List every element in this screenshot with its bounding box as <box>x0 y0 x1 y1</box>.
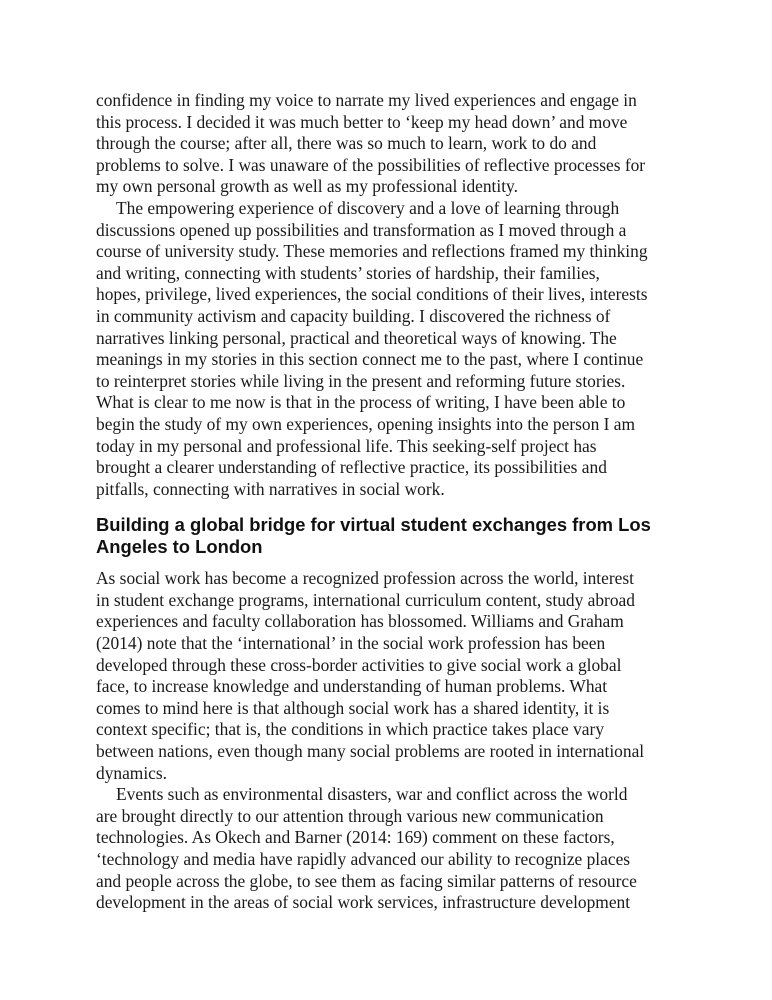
text-line: between nations, even though many social problems are rooted in international <box>96 741 645 762</box>
text-line: course of university study. These memories and reflections framed my thinking <box>96 241 648 262</box>
text-line: problems to solve. I was unaware of the possibilities of reflective processes for <box>96 154 646 175</box>
text-line: development in the areas of social work services, infrastructure development <box>96 892 631 913</box>
heading-line: Angeles to London <box>96 536 263 558</box>
text-line: confidence in finding my voice to narrate my lived experiences and engage in <box>96 90 637 110</box>
paragraph-2 <box>96 198 686 500</box>
text-line: through the course; after all, there was so much to learn, work to do and <box>96 133 597 154</box>
text-line: experiences and faculty collaboration has blossomed. Williams and Graham <box>96 611 624 632</box>
text-line: meanings in my stories in this section connect me to the past, where I continue <box>96 349 644 370</box>
text-line: are brought directly to our attention through various new communication <box>96 805 604 826</box>
text-line: technologies. As Okech and Barner (2014: 169) comment on these factors, <box>96 827 615 848</box>
document-page <box>96 90 686 914</box>
text-line: this process. I decided it was much better to ‘keep my head down’ and move <box>96 111 628 132</box>
text-line: dynamics. <box>96 762 167 783</box>
text-line: face, to increase knowledge and understanding of human problems. What <box>96 676 608 697</box>
heading-line: Building a global bridge for virtual student exchanges from Los <box>96 514 651 536</box>
text-line: developed through these cross-border activities to give social work a global <box>96 654 622 675</box>
text-line: in community activism and capacity building. I discovered the richness of <box>96 305 611 326</box>
text-line: brought a clearer understanding of reflective practice, its possibilities and <box>96 457 607 478</box>
text-line: discussions opened up possibilities and transformation as I moved through a <box>96 219 627 240</box>
section-heading <box>96 514 686 558</box>
text-line: comes to mind here is that although social work has a shared identity, it is <box>96 697 610 718</box>
paragraph-4 <box>96 784 686 914</box>
text-line: context specific; that is, the conditions in which practice takes place vary <box>96 719 605 740</box>
text-line: today in my personal and professional life. This seeking-self project has <box>96 435 597 456</box>
text-line: (2014) note that the ‘international’ in the social work profession has been <box>96 633 606 654</box>
text-line: begin the study of my own experiences, opening insights into the person I am <box>96 413 636 434</box>
paragraph-3 <box>96 568 686 784</box>
paragraph-1 <box>96 90 686 198</box>
text-line: ‘technology and media have rapidly advanced our ability to recognize places <box>96 849 631 869</box>
text-line: pitfalls, connecting with narratives in social work. <box>96 478 445 499</box>
text-line: in student exchange programs, international curriculum content, study abroad <box>96 589 635 610</box>
text-line: to reinterpret stories while living in the present and reforming future stories. <box>96 370 626 391</box>
text-line: narratives linking personal, practical and theoretical ways of knowing. The <box>96 327 617 348</box>
text-line: hopes, privilege, lived experiences, the social conditions of their lives, interests <box>96 284 648 305</box>
text-line: As social work has become a recognized profession across the world, interest <box>96 568 634 589</box>
text-line: What is clear to me now is that in the process of writing, I have been able to <box>96 392 626 413</box>
text-line: The empowering experience of discovery and a love of learning through <box>116 197 620 218</box>
text-line: and writing, connecting with students’ stories of hardship, their families, <box>96 262 600 283</box>
text-line: Events such as environmental disasters, war and conflict across the world <box>116 784 628 805</box>
text-line: and people across the globe, to see them as facing similar patterns of resource <box>96 870 637 891</box>
text-line: my own personal growth as well as my professional identity. <box>96 176 518 197</box>
